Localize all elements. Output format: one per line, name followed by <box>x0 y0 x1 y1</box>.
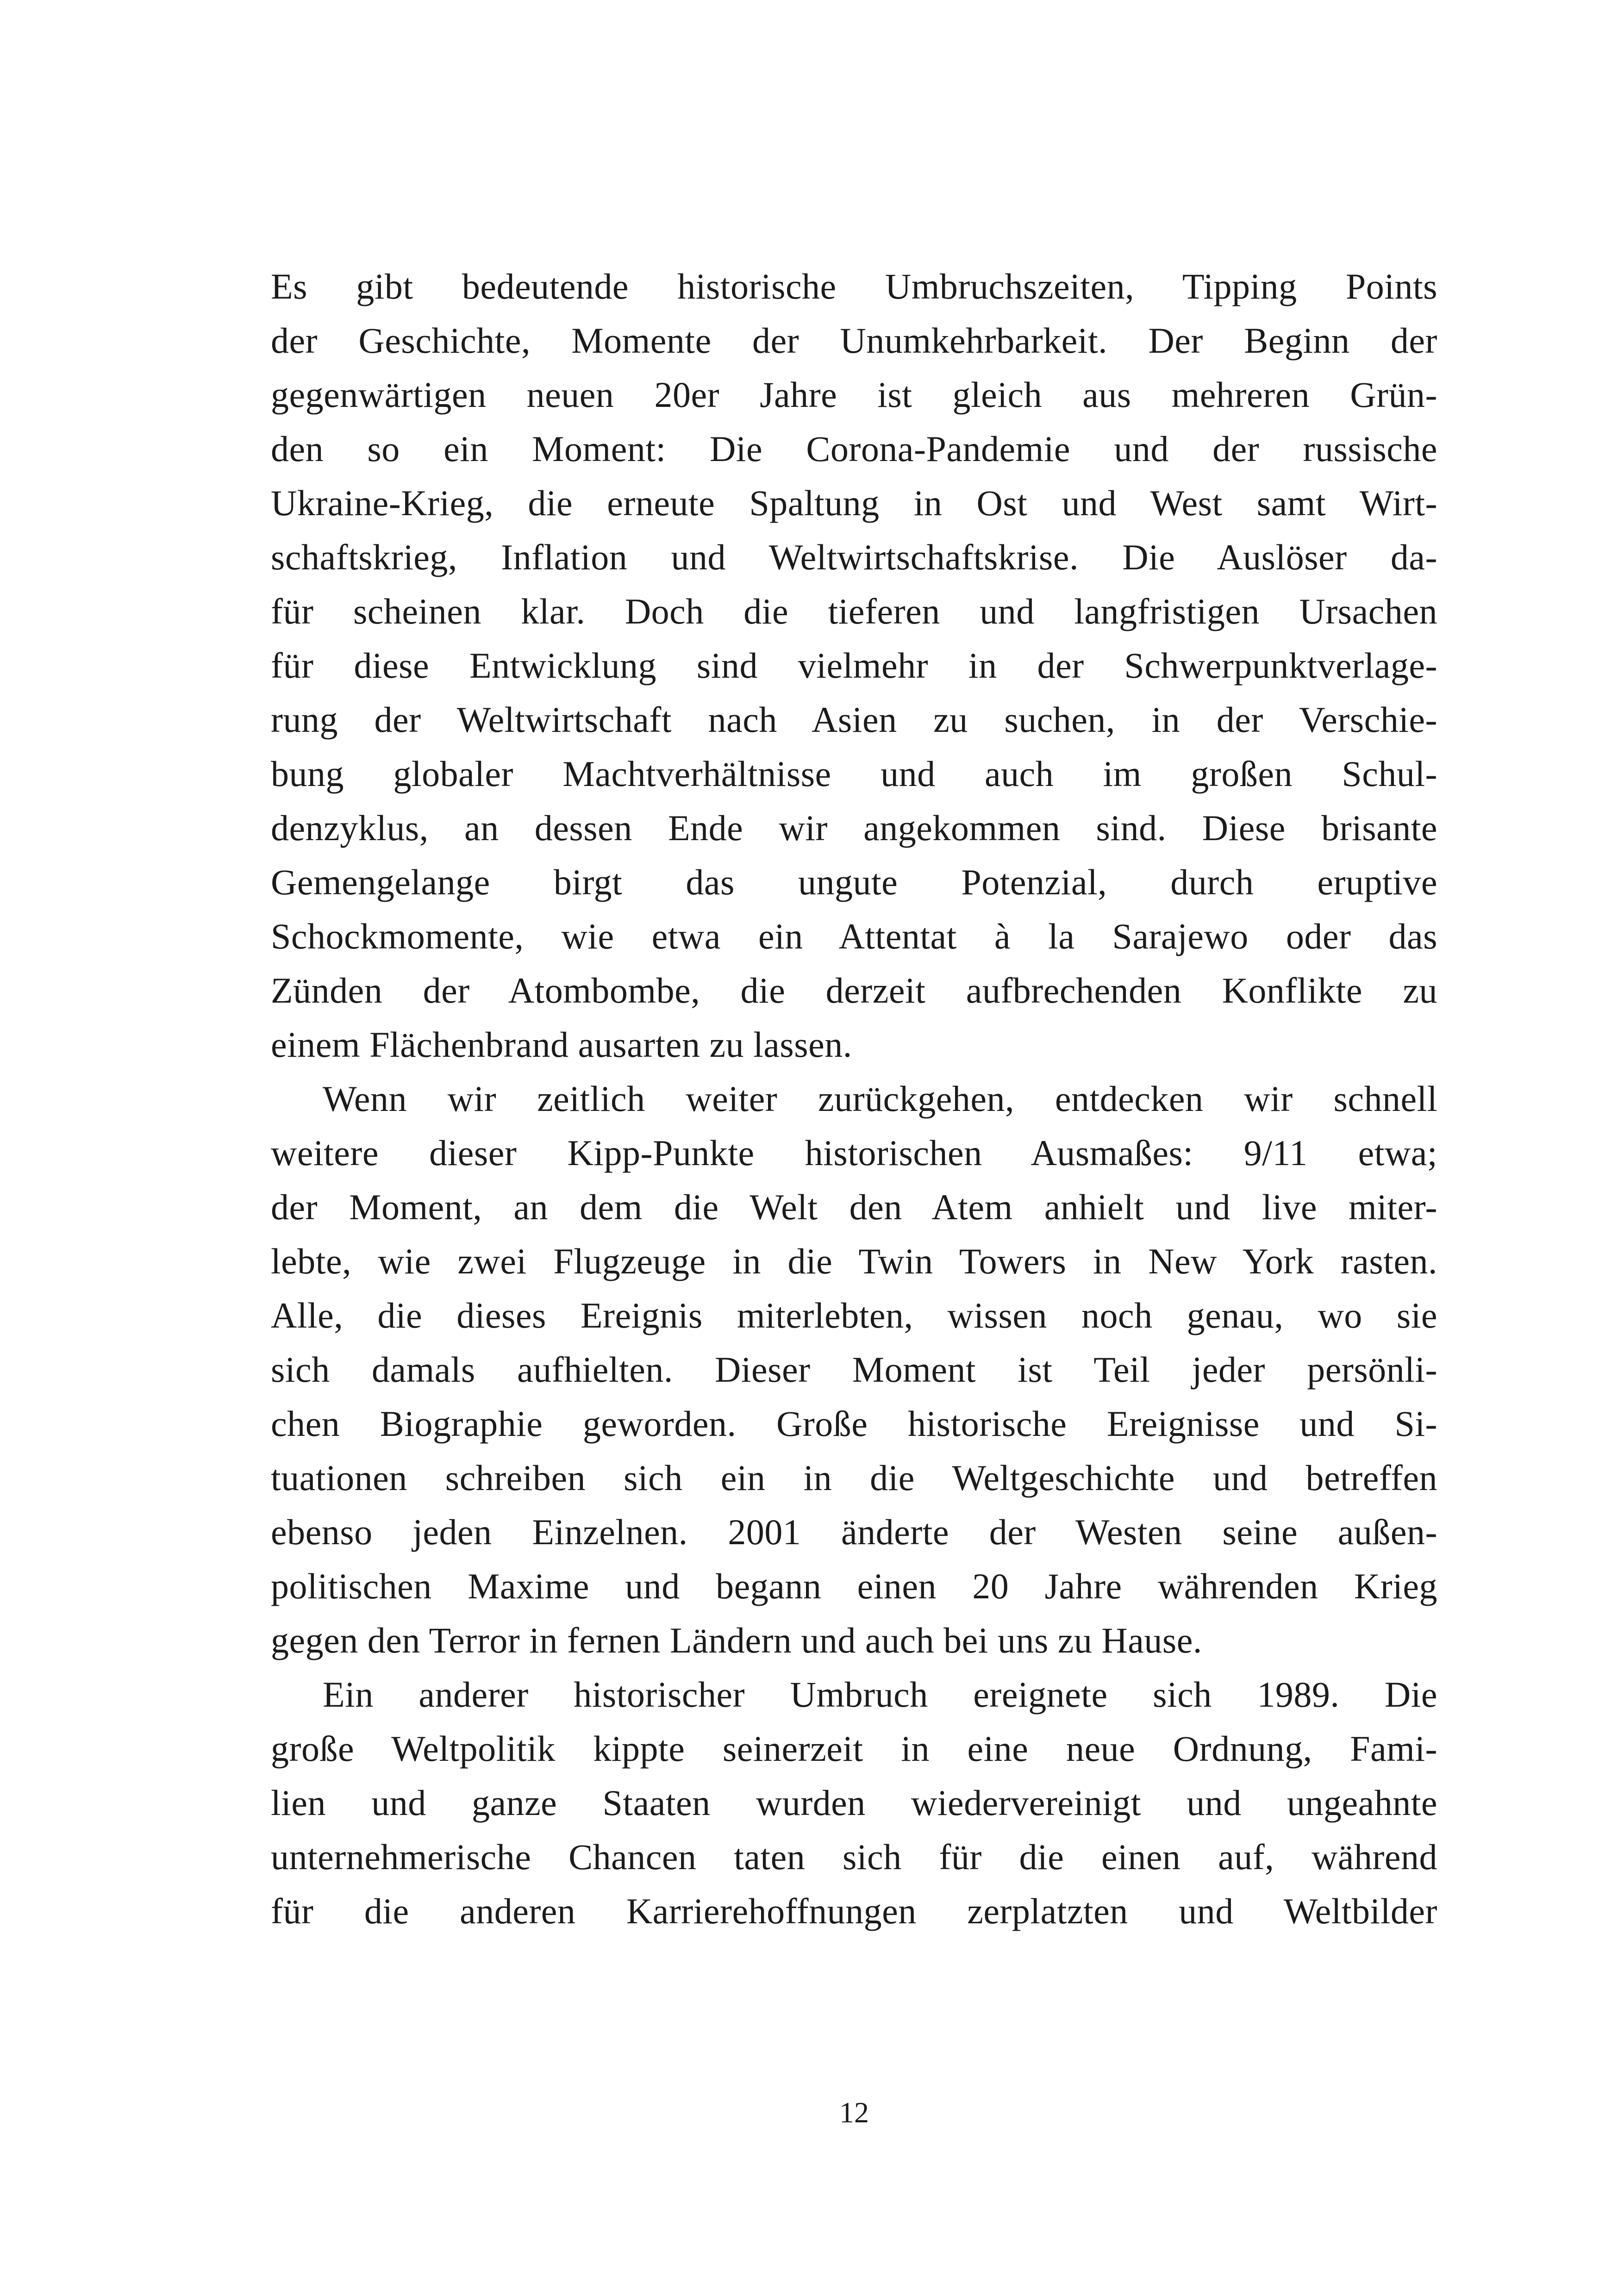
text-line: Wenn wir zeitlich weiter zurückgehen, entdecken wir schnell <box>323 1079 1437 1119</box>
text-line: einem Flächenbrand ausarten zu lassen. <box>271 1024 852 1065</box>
page-number: 12 <box>839 2096 869 2129</box>
text-line: bung globaler Machtverhältnisse und auch im großen Schul- <box>271 754 1437 794</box>
text-line: für die anderen Karrierehoffnungen zerplatzten und Weltbilder <box>271 1891 1437 1931</box>
text-line: Gemengelange birgt das ungute Potenzial, durch eruptive <box>271 862 1437 902</box>
body-text <box>271 259 1437 1938</box>
text-line: gegen den Terror in fernen Ländern und auch bei uns zu Hause. <box>271 1620 1202 1660</box>
text-line: Es gibt bedeutende historische Umbruchszeiten, Tipping Points <box>271 266 1437 306</box>
text-line: für scheinen klar. Doch die tieferen und langfristigen Ursachen <box>271 591 1437 631</box>
text-line: große Weltpolitik kippte seinerzeit in eine neue Ordnung, Fami- <box>271 1728 1437 1769</box>
text-line: weitere dieser Kipp-Punkte historischen Ausmaßes: 9/11 etwa; <box>271 1133 1437 1173</box>
text-line: Zünden der Atombombe, die derzeit aufbrechenden Konflikte zu <box>271 970 1437 1010</box>
text-line: tuationen schreiben sich ein in die Weltgeschichte und betreffen <box>271 1458 1437 1498</box>
text-line: den so ein Moment: Die Corona-Pandemie und der russische <box>271 429 1437 469</box>
paragraph <box>271 1072 1437 1667</box>
text-line: der Moment, an dem die Welt den Atem anhielt und live miter- <box>271 1187 1437 1227</box>
text-line: schaftskrieg, Inflation und Weltwirtschaftskrise. Die Auslöser da- <box>271 537 1437 577</box>
text-line: Ein anderer historischer Umbruch ereignete sich 1989. Die <box>323 1674 1437 1715</box>
text-line: ebenso jeden Einzelnen. 2001 änderte der Westen seine außen- <box>271 1512 1437 1552</box>
text-line: unternehmerische Chancen taten sich für die einen auf, während <box>271 1837 1437 1877</box>
text-line: Alle, die dieses Ereignis miterlebten, wissen noch genau, wo sie <box>271 1295 1437 1335</box>
text-line: denzyklus, an dessen Ende wir angekommen sind. Diese brisante <box>271 808 1437 848</box>
paragraph <box>271 259 1437 1072</box>
text-line: für diese Entwicklung sind vielmehr in der Schwerpunktverlage- <box>271 645 1437 686</box>
text-line: der Geschichte, Momente der Unumkehrbarkeit. Der Beginn der <box>271 320 1437 361</box>
text-line: Ukraine-Krieg, die erneute Spaltung in Ost und West samt Wirt- <box>271 483 1437 523</box>
text-line: chen Biographie geworden. Große historische Ereignisse und Si- <box>271 1403 1437 1444</box>
text-line: Schockmomente, wie etwa ein Attentat à la Sarajewo oder das <box>271 916 1437 956</box>
text-line: sich damals aufhielten. Dieser Moment ist Teil jeder persönli- <box>271 1349 1437 1390</box>
text-line: lebte, wie zwei Flugzeuge in die Twin Towers in New York rasten. <box>271 1241 1437 1281</box>
text-line: gegenwärtigen neuen 20er Jahre ist gleich aus mehreren Grün- <box>271 374 1437 415</box>
text-line: rung der Weltwirtschaft nach Asien zu suchen, in der Verschie- <box>271 699 1437 740</box>
text-line: lien und ganze Staaten wurden wiedervereinigt und ungeahnte <box>271 1783 1437 1823</box>
paragraph <box>271 1667 1437 1938</box>
text-line: politischen Maxime und begann einen 20 Jahre währenden Krieg <box>271 1566 1437 1606</box>
